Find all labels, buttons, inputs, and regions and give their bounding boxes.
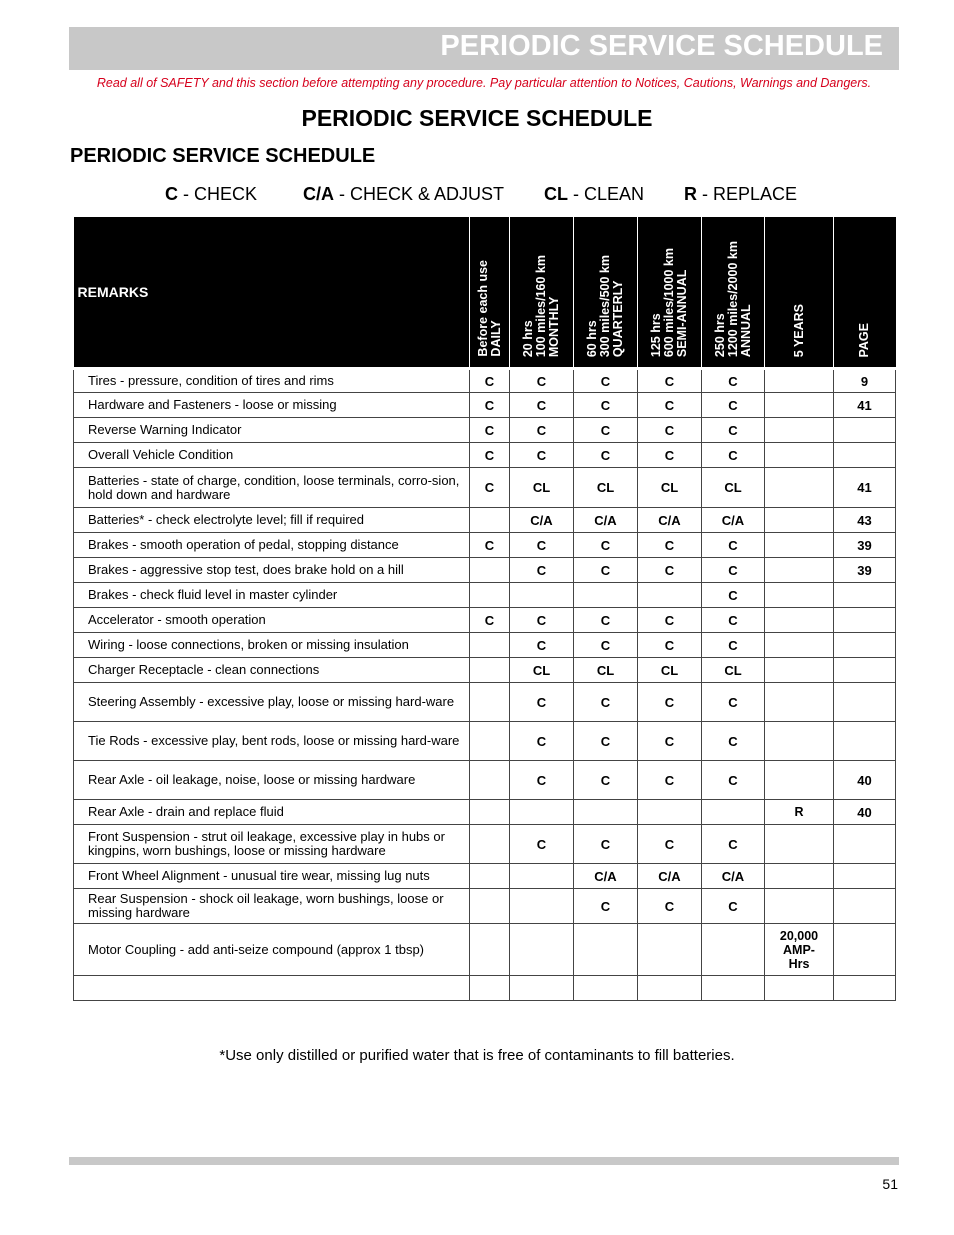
cell-semi bbox=[638, 924, 702, 976]
cell-remark: Tires - pressure, condition of tires and rims bbox=[74, 369, 470, 393]
cell-years5 bbox=[765, 369, 834, 393]
cell-quarterly: C bbox=[574, 393, 638, 418]
cell-page: 40 bbox=[834, 761, 896, 800]
cell-semi: C bbox=[638, 683, 702, 722]
cell-daily bbox=[470, 633, 510, 658]
cell-daily bbox=[470, 889, 510, 924]
cell-page: 39 bbox=[834, 558, 896, 583]
cell-semi: C bbox=[638, 633, 702, 658]
cell-semi bbox=[638, 583, 702, 608]
cell-quarterly: C bbox=[574, 761, 638, 800]
cell-years5 bbox=[765, 722, 834, 761]
cell-page: 40 bbox=[834, 800, 896, 825]
cell-daily bbox=[470, 800, 510, 825]
cell-daily bbox=[470, 508, 510, 533]
table-body bbox=[74, 369, 896, 1001]
cell-years5: 20,000 AMP-Hrs bbox=[765, 924, 834, 976]
cell-daily bbox=[470, 722, 510, 761]
cell-daily bbox=[470, 683, 510, 722]
cell-monthly: CL bbox=[510, 468, 574, 508]
cell-annual: C/A bbox=[702, 508, 765, 533]
cell-monthly bbox=[510, 889, 574, 924]
cell-monthly: C bbox=[510, 825, 574, 864]
cell-years5 bbox=[765, 864, 834, 889]
cell-page bbox=[834, 633, 896, 658]
cell-annual: C bbox=[702, 722, 765, 761]
cell-annual bbox=[702, 800, 765, 825]
footnote: *Use only distilled or purified water that is free of contaminants to fill batteries. bbox=[219, 1047, 735, 1064]
table-row bbox=[74, 633, 896, 658]
cell-daily bbox=[470, 924, 510, 976]
cell-remark: Tie Rods - excessive play, bent rods, loose or missing hard-ware bbox=[74, 722, 470, 761]
cell-semi: CL bbox=[638, 468, 702, 508]
table-row bbox=[74, 761, 896, 800]
table-row bbox=[74, 864, 896, 889]
table-header-row bbox=[74, 217, 896, 369]
cell-monthly bbox=[510, 864, 574, 889]
table-row bbox=[74, 976, 896, 1001]
cell-monthly: C bbox=[510, 761, 574, 800]
section-title: PERIODIC SERVICE SCHEDULE bbox=[70, 145, 376, 167]
cell-semi: C bbox=[638, 533, 702, 558]
cell-monthly bbox=[510, 976, 574, 1001]
cell-remark: Brakes - smooth operation of pedal, stopping distance bbox=[74, 533, 470, 558]
cell-daily bbox=[470, 864, 510, 889]
cell-quarterly: C/A bbox=[574, 864, 638, 889]
cell-monthly: C bbox=[510, 608, 574, 633]
cell-semi: C bbox=[638, 761, 702, 800]
cell-quarterly: CL bbox=[574, 468, 638, 508]
cell-page bbox=[834, 722, 896, 761]
legend-item-check: C - CHECK bbox=[165, 184, 258, 204]
cell-quarterly: C bbox=[574, 722, 638, 761]
cell-monthly: C bbox=[510, 633, 574, 658]
table-row bbox=[74, 800, 896, 825]
cell-annual: C bbox=[702, 633, 765, 658]
header-quarterly: 60 hrs 300 miles/500 km QUARTERLY bbox=[574, 217, 638, 369]
cell-remark: Accelerator - smooth operation bbox=[74, 608, 470, 633]
table-row bbox=[74, 369, 896, 393]
cell-remark: Overall Vehicle Condition bbox=[74, 443, 470, 468]
cell-daily bbox=[470, 583, 510, 608]
cell-years5 bbox=[765, 558, 834, 583]
cell-annual: C bbox=[702, 608, 765, 633]
cell-annual bbox=[702, 924, 765, 976]
safety-notice: Read all of SAFETY and this section before attempting any procedure. Pay particular attention to Notices, Cautions, Warnings and Dangers. bbox=[96, 76, 872, 90]
cell-years5 bbox=[765, 683, 834, 722]
cell-annual: C bbox=[702, 761, 765, 800]
legend-item-clean: CL - CLEAN bbox=[544, 184, 645, 204]
cell-years5 bbox=[765, 533, 834, 558]
cell-quarterly: C bbox=[574, 558, 638, 583]
cell-semi: C bbox=[638, 418, 702, 443]
header-band bbox=[69, 27, 899, 70]
cell-daily bbox=[470, 658, 510, 683]
table-row bbox=[74, 658, 896, 683]
cell-years5 bbox=[765, 443, 834, 468]
table-row bbox=[74, 583, 896, 608]
cell-semi: C/A bbox=[638, 508, 702, 533]
cell-years5 bbox=[765, 393, 834, 418]
cell-years5 bbox=[765, 468, 834, 508]
cell-monthly: C bbox=[510, 418, 574, 443]
cell-remark: Brakes - check fluid level in master cylinder bbox=[74, 583, 470, 608]
cell-years5 bbox=[765, 658, 834, 683]
header-title: PERIODIC SERVICE SCHEDULE bbox=[440, 30, 883, 62]
header-page: PAGE bbox=[834, 217, 896, 369]
cell-annual: CL bbox=[702, 658, 765, 683]
cell-page: 41 bbox=[834, 468, 896, 508]
table-row bbox=[74, 608, 896, 633]
cell-monthly bbox=[510, 800, 574, 825]
page-title: PERIODIC SERVICE SCHEDULE bbox=[301, 105, 653, 131]
cell-daily: C bbox=[470, 369, 510, 393]
cell-years5 bbox=[765, 418, 834, 443]
cell-annual: C bbox=[702, 418, 765, 443]
cell-page bbox=[834, 864, 896, 889]
cell-semi: C bbox=[638, 443, 702, 468]
cell-years5 bbox=[765, 976, 834, 1001]
cell-remark: Rear Axle - drain and replace fluid bbox=[74, 800, 470, 825]
table-row bbox=[74, 468, 896, 508]
cell-years5 bbox=[765, 583, 834, 608]
cell-quarterly: C bbox=[574, 608, 638, 633]
table-row bbox=[74, 533, 896, 558]
cell-page bbox=[834, 924, 896, 976]
cell-annual: C bbox=[702, 683, 765, 722]
cell-years5 bbox=[765, 825, 834, 864]
cell-semi: C bbox=[638, 393, 702, 418]
cell-page: 41 bbox=[834, 393, 896, 418]
table-row bbox=[74, 889, 896, 924]
cell-quarterly: C bbox=[574, 683, 638, 722]
cell-annual: C bbox=[702, 583, 765, 608]
cell-page bbox=[834, 976, 896, 1001]
table-row bbox=[74, 924, 896, 976]
cell-monthly: C/A bbox=[510, 508, 574, 533]
table-row bbox=[74, 393, 896, 418]
cell-semi: C bbox=[638, 889, 702, 924]
cell-annual bbox=[702, 976, 765, 1001]
legend-item-replace: R - REPLACE bbox=[684, 184, 798, 204]
table-row bbox=[74, 418, 896, 443]
header-semi-annual: 125 hrs 600 miles/1000 km SEMI-ANNUAL bbox=[638, 217, 702, 369]
cell-years5: R bbox=[765, 800, 834, 825]
cell-annual: C bbox=[702, 533, 765, 558]
cell-annual: C/A bbox=[702, 864, 765, 889]
cell-semi: C bbox=[638, 369, 702, 393]
legend bbox=[0, 184, 954, 208]
cell-monthly: CL bbox=[510, 658, 574, 683]
header-monthly: 20 hrs 100 miles/160 km MONTHLY bbox=[510, 217, 574, 369]
cell-daily: C bbox=[470, 418, 510, 443]
cell-years5 bbox=[765, 608, 834, 633]
cell-remark: Hardware and Fasteners - loose or missing bbox=[74, 393, 470, 418]
cell-annual: C bbox=[702, 558, 765, 583]
cell-semi bbox=[638, 976, 702, 1001]
cell-remark: Rear Axle - oil leakage, noise, loose or missing hardware bbox=[74, 761, 470, 800]
cell-daily bbox=[470, 825, 510, 864]
cell-quarterly bbox=[574, 800, 638, 825]
cell-daily: C bbox=[470, 393, 510, 418]
cell-quarterly: C bbox=[574, 443, 638, 468]
cell-remark bbox=[74, 976, 470, 1001]
cell-quarterly bbox=[574, 583, 638, 608]
cell-page: 9 bbox=[834, 369, 896, 393]
cell-remark: Motor Coupling - add anti-seize compound (approx 1 tbsp) bbox=[74, 924, 470, 976]
cell-semi: C/A bbox=[638, 864, 702, 889]
cell-annual: C bbox=[702, 393, 765, 418]
page-number: 51 bbox=[882, 1176, 898, 1192]
cell-quarterly bbox=[574, 924, 638, 976]
cell-years5 bbox=[765, 761, 834, 800]
cell-daily: C bbox=[470, 608, 510, 633]
cell-monthly bbox=[510, 583, 574, 608]
cell-remark: Front Wheel Alignment - unusual tire wear, missing lug nuts bbox=[74, 864, 470, 889]
cell-annual: C bbox=[702, 443, 765, 468]
cell-page bbox=[834, 583, 896, 608]
cell-monthly: C bbox=[510, 443, 574, 468]
cell-page bbox=[834, 889, 896, 924]
cell-remark: Wiring - loose connections, broken or missing insulation bbox=[74, 633, 470, 658]
cell-page bbox=[834, 683, 896, 722]
table-row bbox=[74, 722, 896, 761]
cell-page bbox=[834, 658, 896, 683]
cell-years5 bbox=[765, 508, 834, 533]
cell-years5 bbox=[765, 889, 834, 924]
cell-daily: C bbox=[470, 443, 510, 468]
cell-daily bbox=[470, 558, 510, 583]
table-row bbox=[74, 443, 896, 468]
cell-semi: CL bbox=[638, 658, 702, 683]
cell-remark: Reverse Warning Indicator bbox=[74, 418, 470, 443]
cell-semi bbox=[638, 800, 702, 825]
table-row bbox=[74, 508, 896, 533]
cell-quarterly: C/A bbox=[574, 508, 638, 533]
cell-quarterly: C bbox=[574, 369, 638, 393]
table-row bbox=[74, 558, 896, 583]
cell-years5 bbox=[765, 633, 834, 658]
cell-page: 43 bbox=[834, 508, 896, 533]
cell-page bbox=[834, 418, 896, 443]
legend-item-check-adjust: C/A - CHECK & ADJUST bbox=[303, 184, 505, 204]
cell-semi: C bbox=[638, 825, 702, 864]
cell-remark: Batteries* - check electrolyte level; fill if required bbox=[74, 508, 470, 533]
cell-semi: C bbox=[638, 608, 702, 633]
cell-quarterly: CL bbox=[574, 658, 638, 683]
cell-quarterly: C bbox=[574, 633, 638, 658]
cell-page bbox=[834, 608, 896, 633]
cell-monthly: C bbox=[510, 393, 574, 418]
header-daily: Before each use DAILY bbox=[470, 217, 510, 369]
cell-annual: C bbox=[702, 369, 765, 393]
cell-monthly: C bbox=[510, 558, 574, 583]
cell-monthly: C bbox=[510, 722, 574, 761]
service-schedule-table bbox=[73, 217, 896, 1001]
cell-daily: C bbox=[470, 533, 510, 558]
cell-annual: C bbox=[702, 889, 765, 924]
cell-quarterly: C bbox=[574, 418, 638, 443]
cell-quarterly bbox=[574, 976, 638, 1001]
cell-daily: C bbox=[470, 468, 510, 508]
cell-quarterly: C bbox=[574, 825, 638, 864]
cell-semi: C bbox=[638, 722, 702, 761]
cell-quarterly: C bbox=[574, 533, 638, 558]
cell-page: 39 bbox=[834, 533, 896, 558]
cell-page bbox=[834, 825, 896, 864]
cell-remark: Brakes - aggressive stop test, does brake hold on a hill bbox=[74, 558, 470, 583]
cell-page bbox=[834, 443, 896, 468]
cell-monthly bbox=[510, 924, 574, 976]
cell-monthly: C bbox=[510, 533, 574, 558]
cell-daily bbox=[470, 761, 510, 800]
header-5-years: 5 YEARS bbox=[765, 217, 834, 369]
cell-remark: Steering Assembly - excessive play, loose or missing hard-ware bbox=[74, 683, 470, 722]
cell-annual: C bbox=[702, 825, 765, 864]
cell-remark: Batteries - state of charge, condition, loose terminals, corro-sion, hold down and hardware bbox=[74, 468, 470, 508]
header-remarks: REMARKS bbox=[74, 217, 470, 369]
header-annual: 250 hrs 1200 miles/2000 km ANNUAL bbox=[702, 217, 765, 369]
footer-band bbox=[69, 1157, 899, 1165]
cell-remark: Rear Suspension - shock oil leakage, worn bushings, loose or missing hardware bbox=[74, 889, 470, 924]
table-row bbox=[74, 683, 896, 722]
table-row bbox=[74, 825, 896, 864]
cell-remark: Charger Receptacle - clean connections bbox=[74, 658, 470, 683]
cell-quarterly: C bbox=[574, 889, 638, 924]
cell-annual: CL bbox=[702, 468, 765, 508]
cell-monthly: C bbox=[510, 683, 574, 722]
cell-daily bbox=[470, 976, 510, 1001]
cell-semi: C bbox=[638, 558, 702, 583]
cell-remark: Front Suspension - strut oil leakage, excessive play in hubs or kingpins, worn bushings, loose or missing hardware bbox=[74, 825, 470, 864]
cell-monthly: C bbox=[510, 369, 574, 393]
